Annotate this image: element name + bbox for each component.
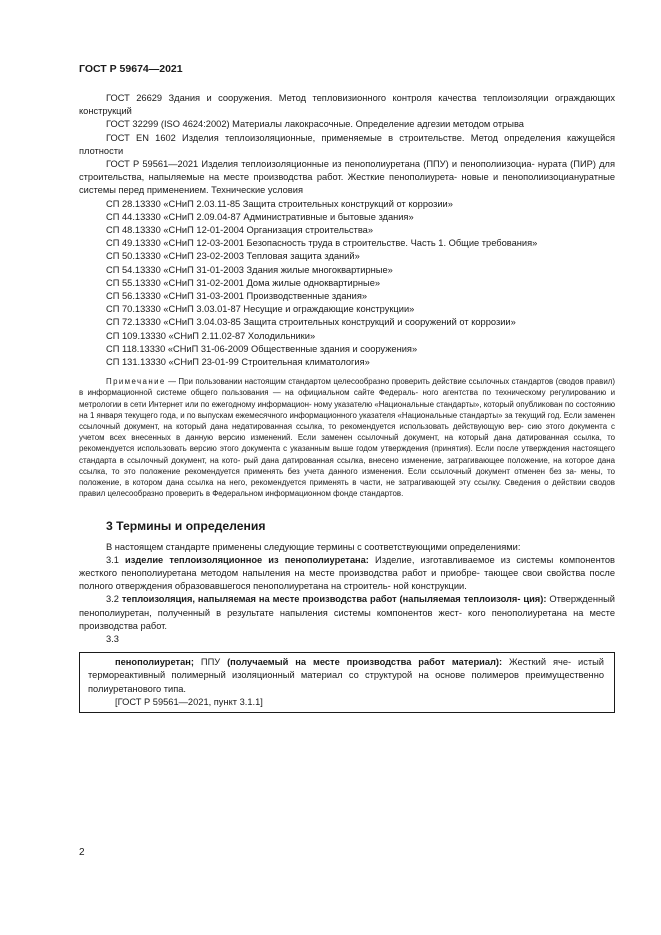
term-definition: Изделие, изготавливаемое из системы компонентов жесткого пенополиуретана методом напыления на месте производства работ и приобре- тающее свои свойства после полного отверждения образовавшегося пенополиуретана на строитель- ной конструкции. xyxy=(79,554,615,592)
reference-item: ГОСТ EN 1602 Изделия теплоизоляционные, применяемые в строительстве. Метод определения кажущейся плотности xyxy=(79,132,615,156)
document-body xyxy=(79,92,615,713)
section-intro: В настоящем стандарте применены следующие термины с соответствующими определениями: xyxy=(106,541,521,552)
term-3-3-box xyxy=(79,652,615,713)
term-name: теплоизоляция, напыляемая на месте производства работ (напыляемая теплоизоля- ция): xyxy=(121,594,547,605)
reference-item: СП 49.13330 «СНиП 12-03-2001 Безопасность труда в строительстве. Часть 1. Общие требования» xyxy=(106,238,538,249)
reference-item: СП 118.13330 «СНиП 31-06-2009 Общественные здания и сооружения» xyxy=(106,343,418,354)
term-3-3 xyxy=(88,656,604,696)
reference-item: ГОСТ Р 59561—2021 Изделия теплоизоляционные из пенополиуретана (ППУ) и пенополиизоциа- нурата (ПИР) для строительства, напыляемые на месте производства работ. Жесткие пенополиурета- новые и пенополиизоциануратные системы перед применением. Технические условия xyxy=(79,159,615,196)
reference-item: СП 131.13330 «СНиП 23-01-99 Строительная климатология» xyxy=(106,357,370,368)
reference-item: ГОСТ 32299 (ISO 4624:2002) Материалы лакокрасочные. Определение адгезии методом отрыва xyxy=(106,119,524,130)
page-number: 2 xyxy=(79,847,85,858)
term-definition: Жесткий яче- истый термореактивный полимерный изоляционный материал со структурой на основе полимеров преимущественно полиуретанового типа. xyxy=(88,657,604,694)
reference-item: СП 28.13330 «СНиП 2.03.11-85 Защита строительных конструкций от коррозии» xyxy=(106,198,453,209)
reference-item: СП 54.13330 «СНиП 31-01-2003 Здания жилые многоквартирные» xyxy=(106,264,393,275)
note-paragraph xyxy=(79,376,615,499)
term-qualifier: (получаемый на месте производства работ материал): xyxy=(227,657,503,668)
reference-item: СП 55.13330 «СНиП 31-02-2001 Дома жилые одноквартирные» xyxy=(106,277,381,288)
reference-item: СП 50.13330 «СНиП 23-02-2003 Тепловая защита зданий» xyxy=(106,251,360,262)
term-3-2 xyxy=(79,593,615,633)
term-number: 3.1 xyxy=(106,554,126,565)
term-name: пенополиуретан; xyxy=(115,657,194,668)
term-number: 3.2 xyxy=(106,594,122,605)
references-list xyxy=(79,92,615,369)
reference-item: ГОСТ 26629 Здания и сооружения. Метод тепловизионного контроля качества теплоизоляции ограждающих конструкций xyxy=(79,93,615,117)
term-3-1 xyxy=(79,554,615,594)
term-definition: Отвержденный пенополиуретан, полученный в результате напыления системы компонентов жест- кого пенополиуретана на месте производства работ. xyxy=(79,594,615,631)
reference-item: СП 56.13330 «СНиП 31-03-2001 Производственные здания» xyxy=(106,291,368,302)
section-title: 3 Термины и определения xyxy=(106,518,266,533)
reference-item: СП 48.13330 «СНиП 12-01-2004 Организация строительства» xyxy=(106,225,373,236)
note-text: — При пользовании настоящим стандартом целесообразно проверить действие ссылочных стандартов (сводов правил) в информационной системе общего пользования — на официальном сайте Федераль- ного агентства по техническому регулированию и метрологии в сети Интернет или по ежегодному информацион- ному указателю «Национальные стандарты», который опубликован по состоянию на 1 января текущего года, и по выпускам ежемесячного информационного указателя «Национальные стандарты» за текущий год. Если заменен ссылочный документ, на который дана недатированная ссылка, то рекомендуется использовать действующую вер- сию этого документа с учетом всех внесенных в данную версию изменений. Если заменен ссылочный документ, на который дана датированная ссылка, то рекомендуется использовать версию этого документа с указанным выше годом утверждения (принятия). Если после утверждения настоящего стандарта в ссылочный документ, на кото- рый дана датированная ссылка, внесено изменение, затрагивающее положение, на которое дана ссылка, то это положение рекомендуется применять без учета данного изменения. Если ссылочный документ отменен без за- мены, то положение, в котором дана ссылка на него, рекомендуется применять в части, не затрагивающей эту ссылку. Сведения о действии сводов правил целесообразно проверить в Федеральном информационном фонде стандартов. xyxy=(79,377,615,499)
reference-item: СП 109.13330 «СНиП 2.11.02-87 Холодильники» xyxy=(106,330,316,341)
document-header: ГОСТ Р 59674—2021 xyxy=(79,63,183,75)
term-abbreviation: ППУ xyxy=(193,657,228,668)
reference-item: СП 44.13330 «СНиП 2.09.04-87 Административные и бытовые здания» xyxy=(106,211,414,222)
term-number-3-3: 3.3 xyxy=(106,633,119,644)
term-source: [ГОСТ Р 59561—2021, пункт 3.1.1] xyxy=(115,696,263,707)
reference-item: СП 72.13330 «СНиП 3.04.03-85 Защита строительных конструкций и сооружений от коррозии» xyxy=(106,317,516,328)
note-label: Примечание xyxy=(106,377,166,387)
term-name: изделие теплоизоляционное из пенополиуретана: xyxy=(125,554,369,565)
reference-item: СП 70.13330 «СНиП 3.03.01-87 Несущие и ограждающие конструкции» xyxy=(106,304,415,315)
